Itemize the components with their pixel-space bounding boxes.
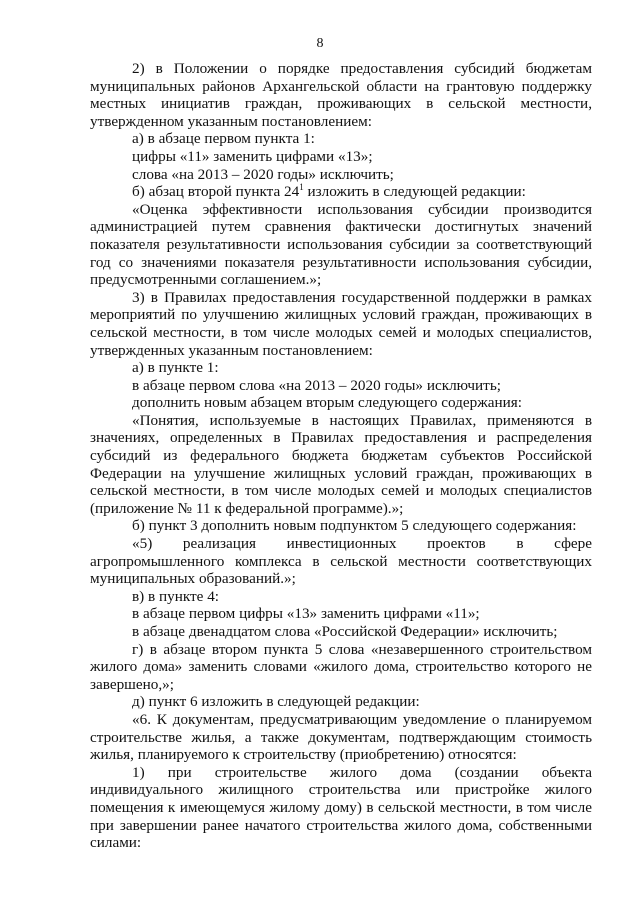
paragraph: дополнить новым абзацем вторым следующего содержания: [132,394,522,412]
paragraph: в) в пункте 4: [132,587,220,605]
paragraph: д) пункт 6 изложить в следующей редакции: [132,693,420,711]
paragraph: в абзаце первом слова «на 2013 – 2020 годы» исключить; [132,376,501,394]
paragraph: 2) в Положении о порядке предоставления субсидий бюджетам муниципальных районов Архангельской области на грантовую поддержку местных инициатив граждан, проживающих в сельской местности, утвержденном указанным постановлением: [90,60,592,130]
paragraph: «Понятия, используемые в настоящих Правилах, применяются в значениях, определенных в Правилах предоставления и распределения субсидий из федерального бюджета бюджетам субъектов Российской Федерации на улучшение жилищных условий граждан, проживающих в сельской местности, в том числе молодых семей и молодых специалистов (приложение № 11 к федеральной программе).»; [90,411,592,517]
paragraph: слова «на 2013 – 2020 годы» исключить; [132,165,394,183]
paragraph-text: изложить в следующей редакции: [303,183,526,201]
paragraph: в абзаце двенадцатом слова «Российской Федерации» исключить; [132,623,558,640]
paragraph: б) пункт 3 дополнить новым подпунктом 5 следующего содержания: [132,517,577,535]
paragraph: цифры «11» заменить цифрами «13»; [132,147,373,165]
paragraph: «6. К документам, предусматривающим уведомление о планируемом строительстве жилья, а также документам, подтверждающим стоимость жилья, планируемого к строительству (приобретению) относятся: [90,710,592,764]
paragraph [90,183,592,201]
paragraph: а) в абзаце первом пункта 1: [132,130,315,148]
paragraph: «Оценка эффективности использования субсидии производится администрацией путем сравнения фактически достигнутых значений показателя результативности использования субсидии за соответствующий год со значениями показателя результативности использования субсидии, предусмотренными соглашением.»; [90,200,592,289]
paragraph: 1) при строительстве жилого дома (создании объекта индивидуального жилищного строительства или пристройке жилого помещения к имеющемуся жилому дому) в сельской местности, в том числе при завершении ранее начатого строительства жилого дома, собственными силами: [90,763,592,852]
superscript: 1 [299,182,304,193]
document-body [90,60,592,852]
paragraph: 3) в Правилах предоставления государственной поддержки в рамках мероприятий по улучшению жилищных условий граждан, проживающих в сельской местности, в том числе молодых семей и молодых специалистов, утвержденных указанным постановлением: [90,288,592,359]
paragraph-text: б) абзац второй пункта 24 [132,183,300,201]
page-number: 8 [316,36,324,51]
paragraph: «5) реализация инвестиционных проектов в сфере агропромышленного комплекса в сельской местности соответствующих муниципальных образований.»; [90,535,592,588]
paragraph: а) в пункте 1: [132,359,219,377]
paragraph: г) в абзаце втором пункта 5 слова «незавершенного строительством жилого дома» заменить словами «жилого дома, строительство которого не завершено,»; [90,640,592,693]
paragraph: в абзаце первом цифры «13» заменить цифрами «11»; [132,605,480,623]
